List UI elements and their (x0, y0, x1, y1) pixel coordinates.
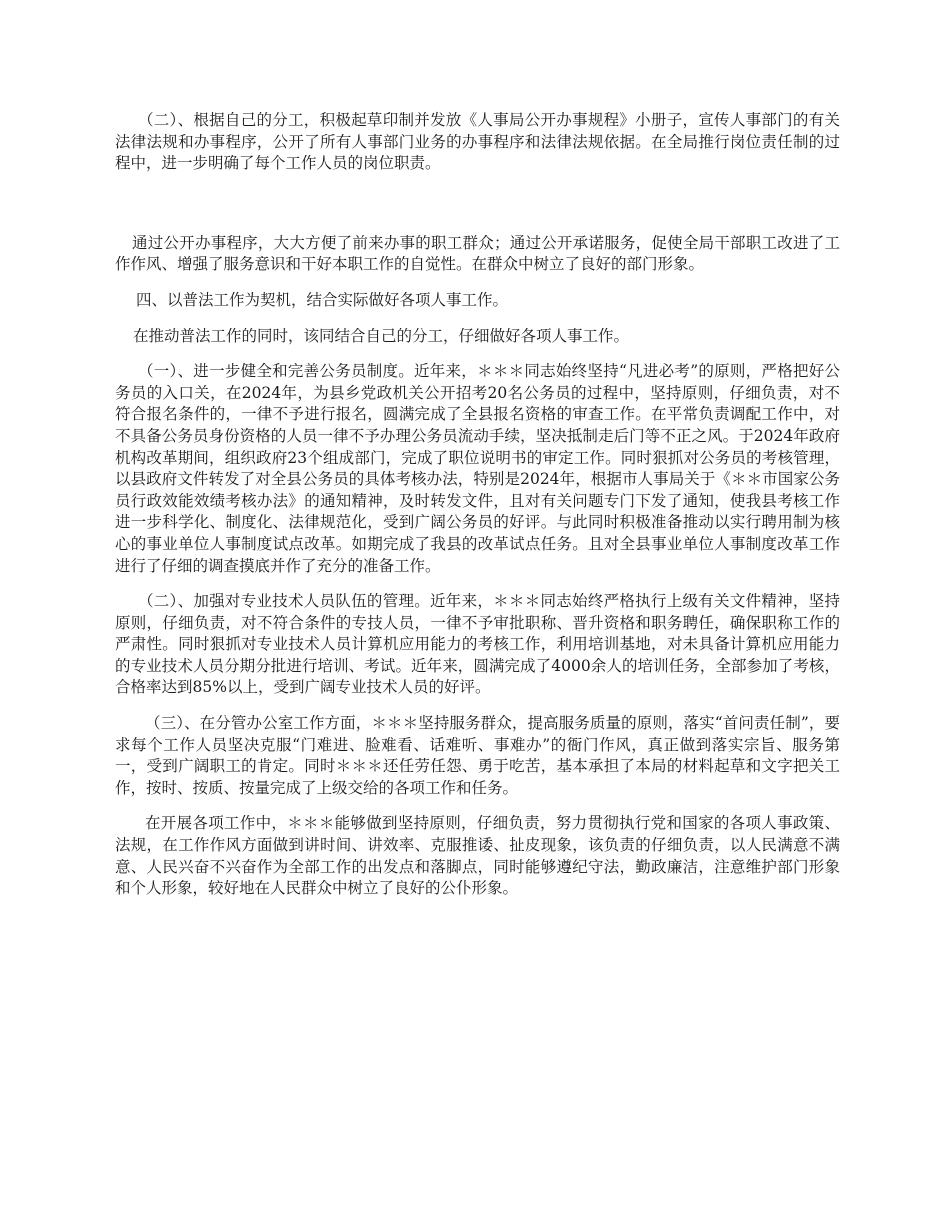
paragraph-civil-servant-system: （一）、进一步健全和完善公务员制度。近年来，＊＊＊同志始终坚持“凡进必考”的原则，严格把好公务员的入口关，在2024年，为县乡党政机关公开招考20名公务员的过程中，坚持原则，仔细负责，对不符合报名条件的，一律不予进行报名，圆满完成了全县报名资格的审查工作。在平常负责调配工作中，对不具备公务员身份资格的人员一律不予办理公务员流动手续，坚决抵制走后门等不正之风。于2024年政府机构改革期间，组织政府23个组成部门，完成了职位说明书的审定工作。同时狠抓对公务员的考核管理，以县政府文件转发了对全县公务员的具体考核办法，特别是2024年，根据市人事局关于《＊＊市国家公务员行政效能效绩考核办法》的通知精神，及时转发文件，且对有关问题专门下发了通知，使我县考核工作进一步科学化、制度化、法律规范化，受到广阔公务员的好评。与此同时积极准备推动以实行聘用制为核心的事业单位人事制度试点改革。如期完成了我县的改革试点任务。且对全县事业单位人事制度改革工作进行了仔细的调查摸底并作了充分的准备工作。 (115, 362, 840, 575)
paragraph-summary: 在开展各项工作中，＊＊＊能够做到坚持原则，仔细负责，努力贯彻执行党和国家的各项人事政策、法规，在工作作风方面做到讲时间、讲效率、克服推诿、扯皮现象，该负责的仔细负责，以人民满意不满意、人民兴奋不兴奋作为全部工作的出发点和落脚点，同时能够遵纪守法，勤政廉洁，注意维护部门形象和个人形象，较好地在人民群众中树立了良好的公仆形象。 (115, 814, 840, 898)
paragraph-staff-duties: （二）、根据自己的分工，积极起草印制并发放《人事局公开办事规程》小册子，宣传人事部门的有关法律法规和办事程序，公开了所有人事部门业务的办事程序和法律法规依据。在全局推行岗位责任制的过程中，进一步明确了每个工作人员的岗位职责。 (115, 111, 840, 173)
paragraph-legal-education-intro: 在推动普法工作的同时，该同结合自己的分工，仔细做好各项人事工作。 (133, 326, 630, 345)
section-heading-legal-education: 四、以普法工作为契机，结合实际做好各项人事工作。 (136, 290, 509, 309)
document-page (115, 110, 840, 900)
paragraph-office-work: （三）、在分管办公室工作方面，＊＊＊坚持服务群众，提高服务质量的原则，落实“首问责任制”，要求每个工作人员坚决克服“门难进、脸难看、话难听、事难办”的衙门作风，真正做到落实宗旨、服务第一，受到广阔职工的肯定。同时＊＊＊还任劳任怨、勇于吃苦，基本承担了本局的材料起草和文字把关工作，按时、按质、按量完成了上级交给的各项工作和任务。 (115, 714, 840, 797)
paragraph-open-procedures: 通过公开办事程序，大大方便了前来办事的职工群众；通过公开承诺服务，促使全局干部职工改进了工作作风、增强了服务意识和干好本职工作的自觉性。在群众中树立了良好的部门形象。 (115, 233, 840, 274)
paragraph-professional-staff: （二）、加强对专业技术人员队伍的管理。近年来，＊＊＊同志始终严格执行上级有关文件精神，坚持原则，仔细负责，对不符合条件的专技人员，一律不予审批职称、晋升资格和职务聘任，确保职称工作的严肃性。同时狠抓对专业技术人员计算机应用能力的考核工作，利用培训基地，对未具备计算机应用能力的专业技术人员分期分批进行培训、考试。近年来，圆满完成了4000余人的培训任务，全部参加了考核，合格率达到85%以上，受到广阔专业技术人员的好评。 (115, 592, 840, 697)
